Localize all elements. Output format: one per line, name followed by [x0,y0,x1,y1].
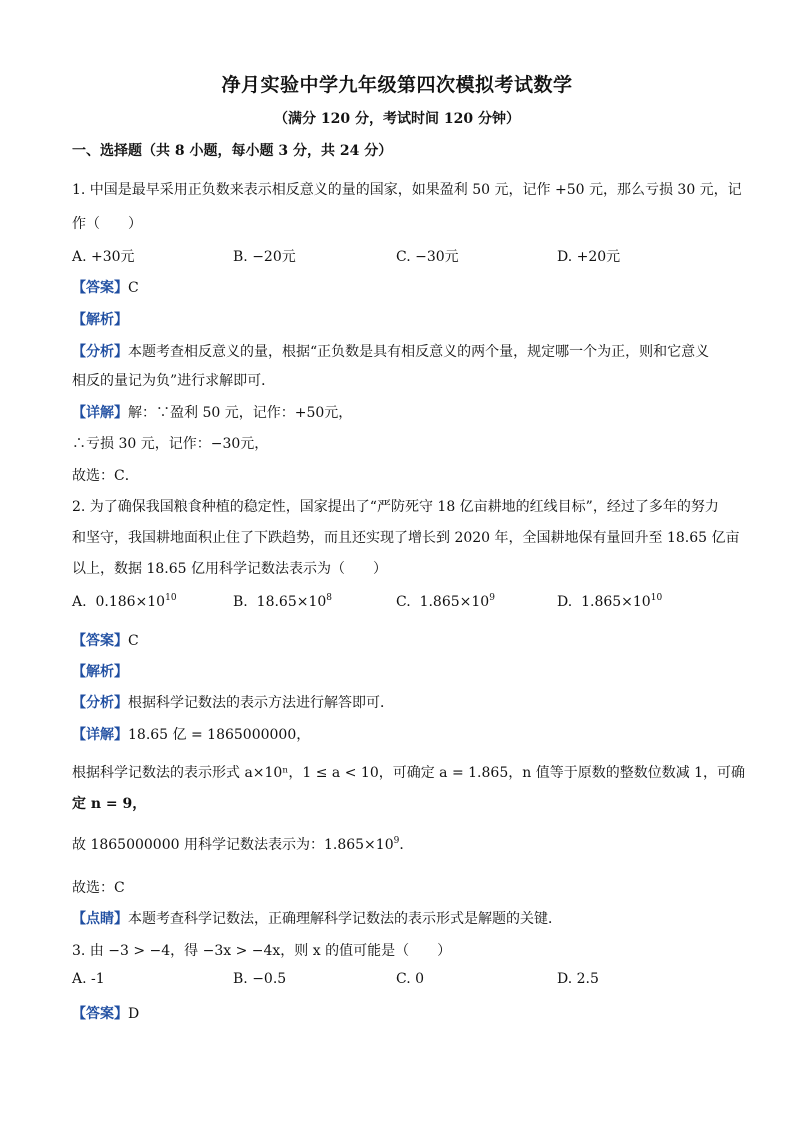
analysis-tag: 【解析】 [72,312,128,328]
q2-stem-line3: 以上，数据 18.65 亿用科学记数法表示为（ ） [72,561,387,577]
q2-option-b-exp: 8 [326,593,333,603]
q3-answer-row [72,1003,724,1023]
fenxi-tag: 【分析】 [72,695,128,711]
q2-option-b-base: 18.65×10 [256,594,327,610]
q3-option-d: D. 2.5 [557,971,599,987]
detail-tag: 【详解】 [72,727,128,743]
q3-option-b: B. −0.5 [233,971,287,987]
q2-conclusion: 故选：C [72,880,125,896]
q1-stem-line1: 1. 中国是最早采用正负数来表示相反意义的量的国家，如果盈利 50 元，记作 +50 元，那么亏损 30 元，记 [72,182,742,198]
q2-option-a-label: A. [72,594,87,610]
q2-detail-line2b: 定 n = 9， [72,796,147,812]
q2-dianjing-text: 本题考查科学记数法，正确理解科学记数法的表示形式是解题的关键． [128,911,562,927]
q2-option-d-exp: 10 [650,593,663,603]
detail-tag: 【详解】 [72,405,128,421]
q1-analysis-row [72,309,724,329]
q2-fenxi-line1 [72,692,724,712]
answer-tag: 【答案】 [72,280,128,296]
section-heading: 一、选择题（共 8 小题，每小题 3 分，共 24 分） [72,143,393,159]
q1-stem-line2: 作（ ） [72,216,142,232]
q2-fenxi-text: 根据科学记数法的表示方法进行解答即可． [128,695,394,711]
q2-detail-line3 [72,834,724,854]
q1-answer: C [128,280,139,296]
answer-tag: 【答案】 [72,1006,128,1022]
q2-option-c-base: 1.865×10 [419,594,490,610]
q2-option-d-label: D. [557,594,573,610]
q2-detail-line1 [72,724,724,744]
q2-option-a [72,594,177,610]
q2-option-c-exp: 9 [489,593,495,603]
q1-option-b: B. −20元 [233,249,296,265]
q3-stem-line1: 3. 由 −3 > −4，得 −3x > −4x，则 x 的值可能是（ ） [72,943,452,959]
q2-detail-line2a: 根据科学记数法的表示形式 a×10ⁿ，1 ≤ a < 10，可确定 a = 1.865，n 值等于原数的整数位数减 1，可确 [72,765,746,781]
page-title: 净月实验中学九年级第四次模拟考试数学 [221,74,573,96]
q1-option-c: C. −30元 [396,249,459,265]
q2-stem-line1: 2. 为了确保我国粮食种植的稳定性，国家提出了“严防死守 18 亿亩耕地的红线目标”，经过了多年的努力 [72,499,719,515]
q1-answer-row [72,277,724,297]
q2-option-a-exp: 10 [165,593,177,603]
q2-option-c [396,594,495,610]
q2-detail-line3-end: ． [399,837,414,853]
q1-option-d: D. +20元 [557,249,621,265]
q2-detail-text: 18.65 亿 = 1865000000， [128,727,311,743]
q1-option-a: A. +30元 [72,249,135,265]
q2-answer-row [72,630,724,650]
q1-fenxi-line1 [72,341,724,361]
fenxi-tag: 【分析】 [72,344,128,360]
q1-detail-text: 解：∵盈利 50 元，记作：+50元， [128,405,353,421]
q2-option-a-base: 0.186×10 [95,594,166,610]
analysis-tag: 【解析】 [72,664,128,680]
q2-detail-line3-text: 故 1865000000 用科学记数法表示为：1.865×10 [72,837,394,853]
page-subtitle: （满分 120 分，考试时间 120 分钟） [274,111,520,127]
q3-option-a: A. -1 [72,971,105,987]
answer-tag: 【答案】 [72,633,128,649]
dianjing-tag: 【点睛】 [72,911,128,927]
q2-option-b [233,594,332,610]
q2-detail-line3-exp: 9 [393,836,400,846]
q3-answer: D [128,1006,140,1022]
q1-fenxi-text: 本题考查相反意义的量，根据“正负数是具有相反意义的两个量，规定哪一个为正，则和它意义 [128,344,710,360]
q1-fenxi-line2: 相反的量记为负”进行求解即可． [72,373,276,389]
q3-option-c: C. 0 [396,971,425,987]
q1-conclusion: 故选：C． [72,468,139,484]
q2-analysis-row [72,661,724,681]
q2-answer: C [128,633,139,649]
q2-option-c-label: C. [396,594,411,610]
q2-option-d-base: 1.865×10 [581,594,651,610]
q2-dianjing-row [72,908,724,928]
q2-stem-line2: 和坚守，我国耕地面积止住了下跌趋势，而且还实现了增长到 2020 年，全国耕地保有量回升至 18.65 亿亩 [72,530,740,546]
q2-option-b-label: B. [233,594,248,610]
q1-detail-line2: ∴亏损 30 元，记作：−30元， [72,436,269,452]
q1-detail-line1 [72,402,724,422]
q2-option-d [557,594,662,610]
